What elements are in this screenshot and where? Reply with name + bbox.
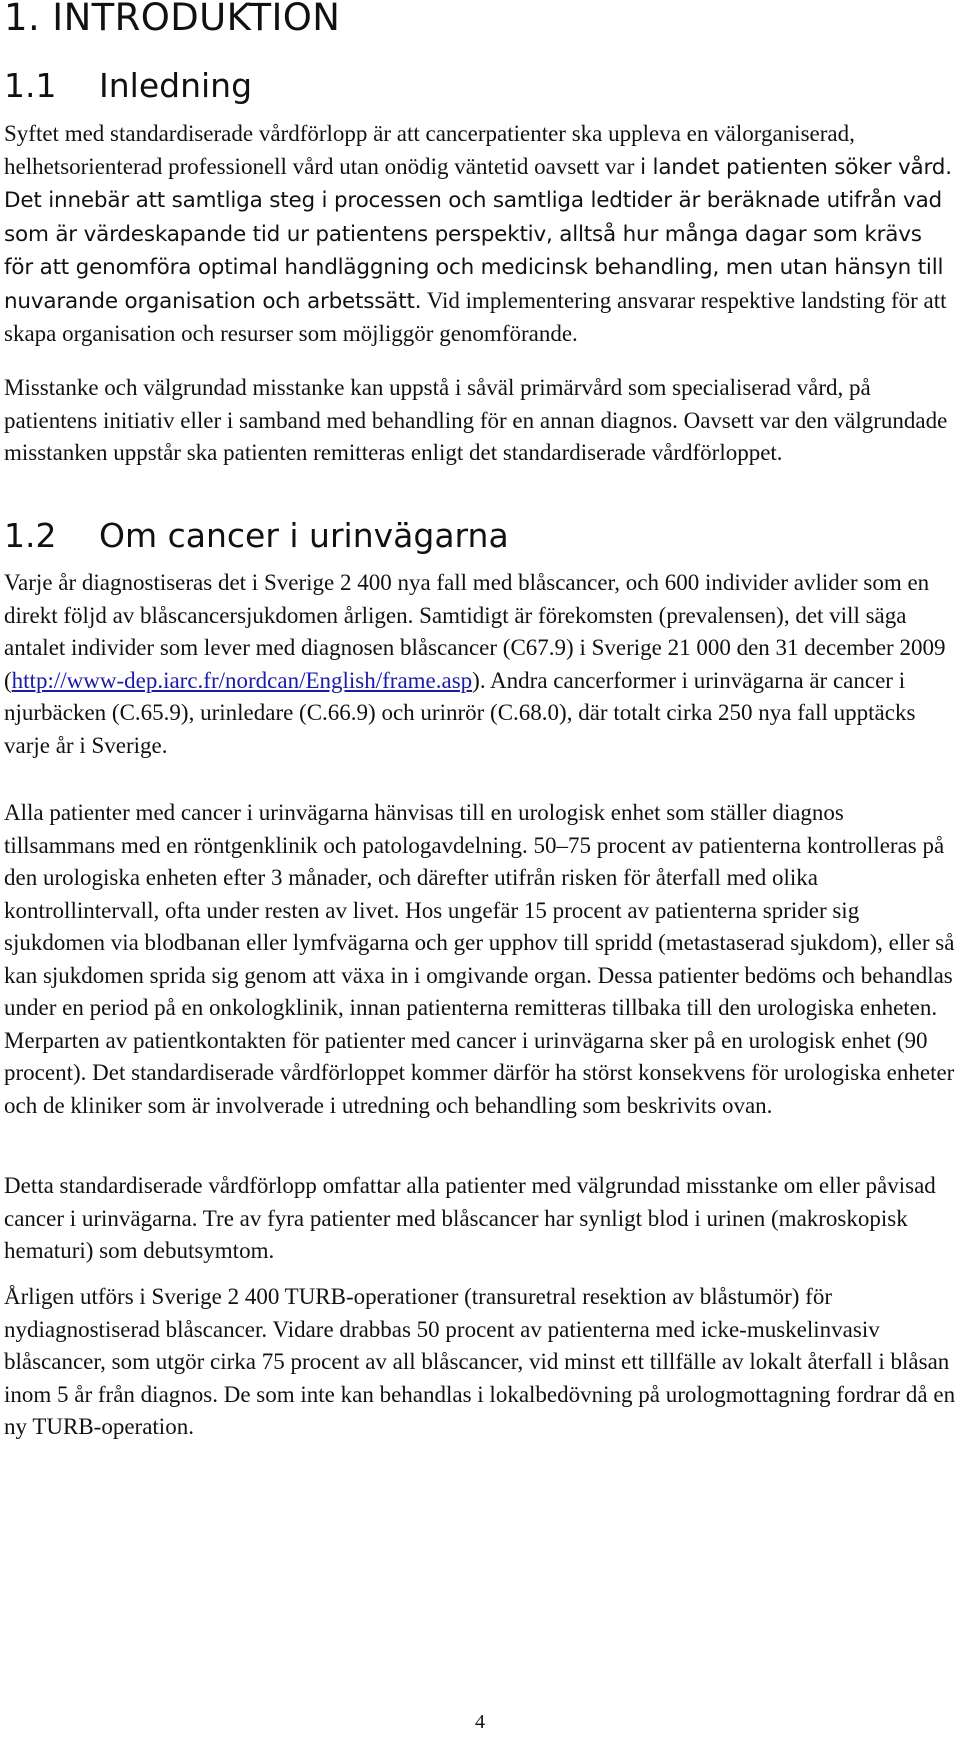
paragraph-suspicion: Misstanke och välgrundad misstanke kan uppstå i såväl primärvård som specialiserad vård, på patientens initiativ eller i samband med behandling för en annan diagnos. Oavsett var den välgrundade misstanken uppstår ska patienten remitteras enligt det standardiserade vårdförloppet.	[4, 375, 948, 465]
nordcan-link[interactable]: http://www-dep.iarc.fr/nordcan/English/frame.asp	[11, 667, 473, 693]
chapter-heading: 1. INTRODUKTION	[4, 0, 341, 39]
paragraph-scope: Detta standardiserade vårdförlopp omfattar alla patienter med välgrundad misstanke om eller påvisad cancer i urinvägarna. Tre av fyra patienter med blåscancer har synligt blod i urinen (makroskopisk hematuri) som debutsymtom.	[4, 1173, 936, 1263]
paragraph-text: Varje år diagnostiseras det i Sverige 2 400 nya fall med blåscancer, och 600 individer avlider som en direkt följd av blåscancersjukdomen årligen. Samtidigt är förekomsten (prevalensen), det vill säga antalet individer som lever med diagnosen blåscancer (C67.9) i Sverige 21 000 den 31 december 2009 (	[4, 570, 946, 693]
paragraph-text: Vid implementering ansvarar respektive landsting för att skapa organisation och resurser som möjliggör genomförande.	[4, 287, 947, 346]
section-title: Om cancer i urinvägarna	[99, 516, 509, 555]
section-title: Inledning	[99, 66, 253, 105]
paragraph-turb: Årligen utförs i Sverige 2 400 TURB-operationer (transuretral resektion av blåstumör) för nydiagnostiserad blåscancer. Vidare drabbas 50 procent av patienterna med icke-muskelinvasiv blåscancer, som utgör cirka 75 procent av all blåscancer, vid minst ett tillfälle av lokalt återfall i blåsan inom 5 år från diagnos. De som inte kan behandlas i lokalbedövning på urologmottagning fordrar då en ny TURB-operation.	[4, 1284, 956, 1439]
section-heading-inledning	[4, 66, 252, 106]
page-number: 4	[475, 1711, 485, 1733]
paragraph-purpose	[4, 118, 956, 351]
paragraph-text: Syftet med standardiserade vårdförlopp är att cancerpatienter ska uppleva en välorganiserad, helhetsorienterad professionell vård utan onödig väntetid oavsett var	[4, 121, 855, 179]
paragraph-patient-flow: Alla patienter med cancer i urinvägarna hänvisas till en urologisk enhet som ställer diagnos tillsammans med en röntgenklinik och patologavdelning. 50–75 procent av patienterna kontrolleras på den urologiska enheten efter 3 månader, och därefter utifrån risken för återfall med olika kontrollintervall, ofta under resten av livet. Hos ungefär 15 procent av patienterna sprider sig sjukdomen via blodbanan eller lymfvägarna och ger upphov till spridd (metastaserad sjukdom), eller så kan sjukdomen sprida sig genom att växa in i omgivande organ. Dessa patienter bedöms och behandlas under en period på en onkologklinik, innan patienterna remitteras tillbaka till den urologiska enheten. Merparten av patientkontakten för patienter med cancer i urinvägarna sker på en urologisk enhet (90 procent). Det standardiserade vårdförloppet kommer därför ha störst konsekvens för urologiska enheter och de kliniker som är involverade i utredning och behandling som beskrivits ovan.	[4, 800, 955, 1118]
section-number: 1.2	[4, 516, 57, 555]
section-number: 1.1	[4, 66, 57, 105]
section-heading-cancer-urinvagarna	[4, 516, 509, 556]
paragraph-text-sans: i landet patienten söker vård. Det innebär att samtliga steg i processen och samtliga ledtider är beräknade utifrån vad som är värdeskapande tid ur patientens perspektiv, alltså hur många dagar som krävs för att genomföra optimal handläggning och medicinsk behandling, men utan hänsyn till nuvarande organisation och arbetssätt.	[4, 154, 952, 314]
paragraph-text: ). Andra cancerformer i urinvägarna är cancer i njurbäcken (C.65.9), urinledare (C.66.9) och urinrör (C.68.0), där totalt cirka 250 nya fall upptäcks varje år i Sverige.	[4, 667, 916, 758]
paragraph-incidence	[4, 567, 956, 762]
